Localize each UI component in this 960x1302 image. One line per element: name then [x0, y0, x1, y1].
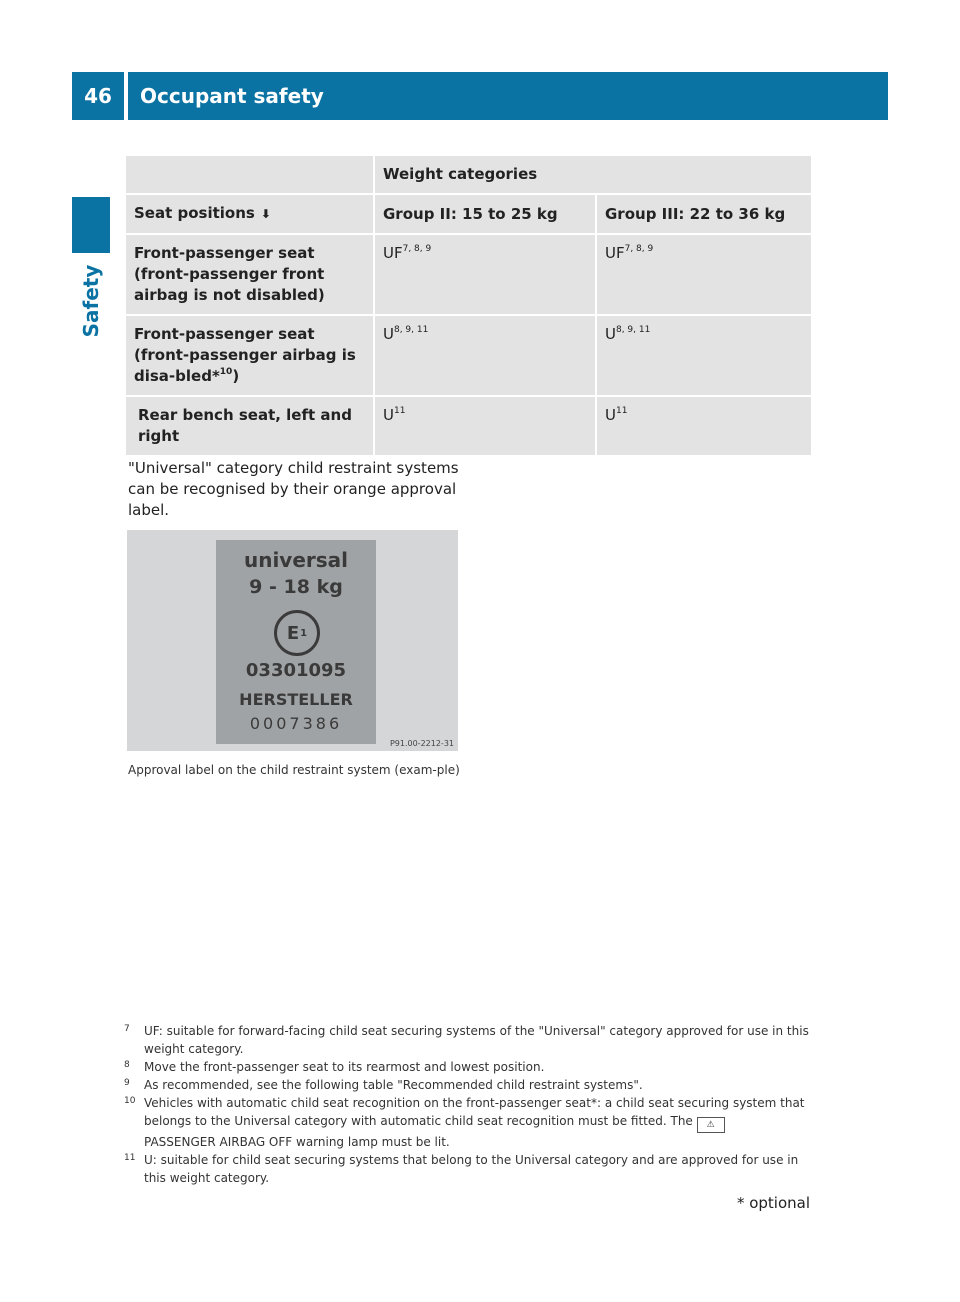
footnotes — [124, 1022, 810, 1187]
e-mark-icon: E 1 — [274, 610, 320, 656]
weight-categories-header: Weight categories — [373, 156, 811, 193]
group2-cell: U$^{8, 9, 11}$ — [373, 316, 595, 395]
table-corner-cell — [126, 156, 373, 193]
group3-cell: UF$^{7, 8, 9}$ — [595, 235, 811, 314]
label-serial: 0007386 — [249, 714, 343, 733]
approval-label-figure — [127, 530, 458, 751]
group2-header: Group II: 15 to 25 kg — [373, 195, 595, 233]
weight-category-table — [126, 154, 811, 457]
seat-positions-header: Seat positions ⬇ — [126, 195, 373, 233]
section-label: Safety — [79, 264, 103, 338]
approval-label-plate — [216, 540, 376, 744]
section-marker — [72, 197, 110, 253]
row-label: Front-passenger seat (front-passenger airbag is disa-bled*$^{10}$) — [126, 316, 373, 395]
label-weight: 9 - 18 kg — [249, 576, 343, 598]
page-title: Occupant safety — [128, 72, 888, 120]
passenger-airbag-off-icon: ⚠ — [697, 1117, 725, 1133]
footnote: 9 As recommended, see the following table "Recommended child restraint systems". — [124, 1078, 643, 1092]
footnote: 11 U: suitable for child seat securing systems that belong to the Universal category and are approved for use in this weight category. — [124, 1153, 799, 1185]
group3-cell: $U^{11}$ — [595, 397, 811, 455]
group2-cell: $U^{11}$ — [373, 397, 595, 455]
footnote: 7 UF: suitable for forward-facing child seat securing systems of the "Universal" category approved for use in this weight category. — [124, 1024, 809, 1056]
label-manufacturer: HERSTELLER — [239, 690, 353, 709]
figure-caption: Approval label on the child restraint system (exam-ple) — [128, 763, 460, 777]
figure-code: P91.00-2212-31 — [389, 739, 454, 748]
footnote: 10 Vehicles with automatic child seat recognition on the front-passenger seat*: a child seat securing system that belongs to the Universal category with automatic child seat recognition must be fitted. The ⚠ PASSENGER AIRBAG OFF warning lamp must be lit. — [124, 1096, 805, 1149]
arrow-down-icon: ⬇ — [260, 207, 271, 221]
label-approval-number: 03301095 — [245, 660, 347, 681]
group2-cell: UF$^{7, 8, 9}$ — [373, 235, 595, 314]
table-row — [126, 235, 811, 314]
row-label: Front-passenger seat (front-passenger front airbag is not disabled) — [126, 235, 373, 314]
optional-note: * optional — [736, 1194, 810, 1212]
row-label: Rear bench seat, left and right — [126, 397, 373, 455]
group3-header: Group III: 22 to 36 kg — [595, 195, 811, 233]
label-category: universal — [243, 548, 349, 572]
group3-cell: U$^{8, 9, 11}$ — [595, 316, 811, 395]
table-row — [126, 397, 811, 455]
universal-paragraph: "Universal" category child restraint systems can be recognised by their orange approval label. — [128, 459, 459, 519]
table-row — [126, 316, 811, 395]
footnote: 8 Move the front-passenger seat to its rearmost and lowest position. — [124, 1060, 545, 1074]
page-number: 46 — [72, 72, 124, 120]
